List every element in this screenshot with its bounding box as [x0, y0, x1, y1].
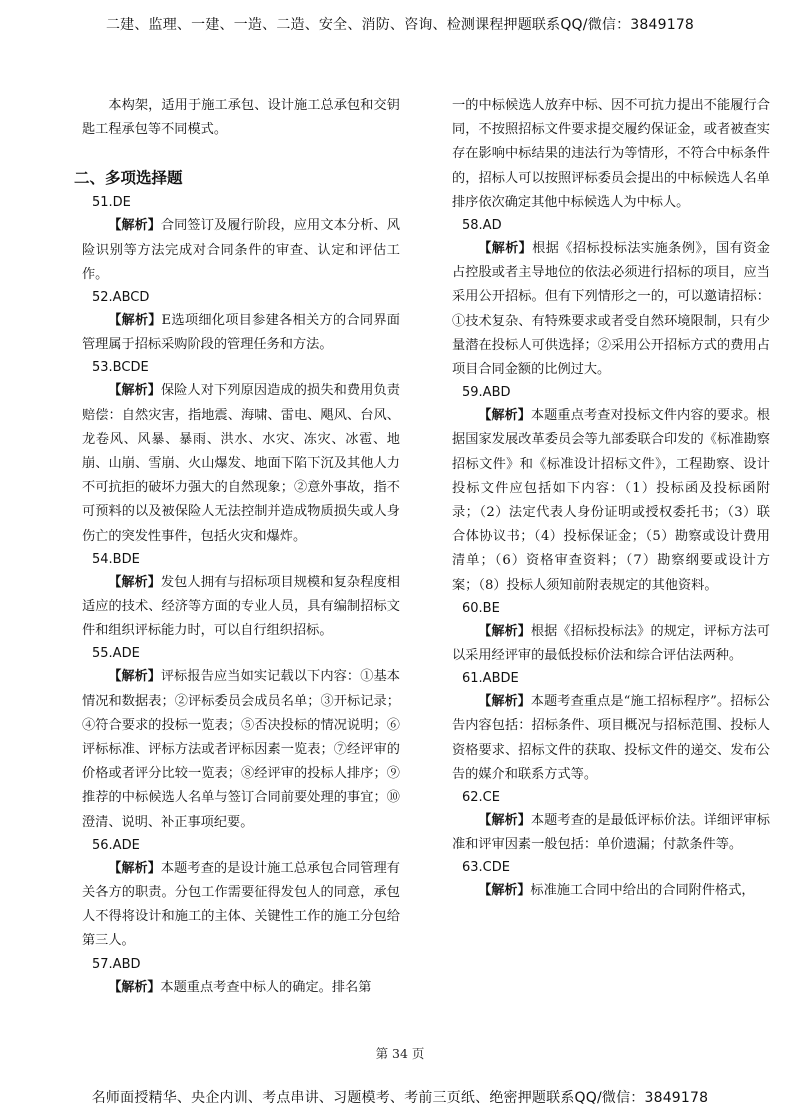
- right-column: [452, 94, 770, 904]
- explanation-tag: 【解析】: [478, 813, 531, 829]
- footer-banner: 名师面授精华、央企内训、考点串讲、习题模考、考前三页纸、绝密押题联系QQ/微信：3849178: [91, 1090, 709, 1106]
- answer-number: 57.ABD: [92, 956, 141, 972]
- explanation-paragraph: [452, 879, 770, 903]
- explanation-paragraph: [452, 237, 770, 382]
- explanation-tag: 【解析】: [478, 241, 533, 257]
- explanation-text: 合同签订及履行阶段，应用文本分析、风险识别等方法完成对合同条件的审查、认定和评估工作。: [82, 218, 400, 282]
- answer-number: 55.ADE: [92, 646, 140, 662]
- left-column: [74, 94, 400, 1000]
- explanation-tag: 【解析】: [478, 694, 531, 710]
- answer-number: 62.CE: [462, 790, 500, 806]
- explanation-paragraph: [452, 404, 770, 598]
- explanation-text: 本题考查重点是“施工招标程序”。招标公告内容包括：招标条件、项目概况与招标范围、投标人资格要求、招标文件的获取、投标文件的递交、发布公告的媒介和联系方式等。: [452, 694, 770, 782]
- explanation-text: 根据《招标投标法》的规定，评标方法可以采用经评审的最低投标价法和综合评估法两种。: [452, 623, 770, 664]
- explanation-tag: 【解析】: [478, 408, 531, 424]
- explanation-paragraph: [82, 976, 400, 1000]
- explanation-text: 本题考查的是最低评标价法。详细评审标准和评审因素一般包括：单价遗漏；付款条件等。: [452, 813, 770, 853]
- explanation-tag: 【解析】: [108, 979, 161, 995]
- explanation-tag: 【解析】: [108, 860, 161, 876]
- explanation-paragraph: [452, 690, 770, 787]
- intro-paragraph: 本构架，适用于施工承包、设计施工总承包和交钥匙工程承包等不同模式。: [82, 98, 400, 138]
- header-banner: 二建、监理、一建、一造、二造、安全、消防、咨询、检测课程押题联系QQ/微信：3849178: [105, 17, 695, 33]
- explanation-paragraph: [82, 665, 400, 834]
- explanation-tag: 【解析】: [108, 313, 162, 329]
- answer-number: 61.ABDE: [462, 671, 519, 687]
- continued-paragraph: 一的中标候选人放弃中标、因不可抗力提出不能履行合同，不按照招标文件要求提交履约保证金，或者被查实存在影响中标结果的违法行为等情形，不符合中标条件的，招标人可以按照评标委员会提出的中标候选人名单排序依次确定其他中标候选人为中标人。: [452, 98, 770, 210]
- explanation-text: 发包人拥有与招标项目规模和复杂程度相适应的技术、经济等方面的专业人员，具有编制招标文件和组织评标能力时，可以自行组织招标。: [82, 574, 400, 639]
- page-number: 第 34 页: [375, 1046, 425, 1061]
- explanation-text: 本题考查的是设计施工总承包合同管理有关各方的职责。分包工作需要征得发包人的同意，承包人不得将设计和施工的主体、关键性工作的施工分包给第三人。: [82, 860, 400, 949]
- answer-number: 53.BCDE: [92, 360, 149, 376]
- answer-number: 58.AD: [462, 218, 502, 234]
- explanation-paragraph: [82, 214, 400, 287]
- explanation-tag: 【解析】: [108, 218, 161, 234]
- explanation-text: 保险人对下列原因造成的损失和费用负责赔偿：自然灾害，指地震、海啸、雷电、飓风、台风、龙卷风、风暴、暴雨、洪水、水灾、冻灾、冰雹、地崩、山崩、雪崩、火山爆发、地面下陷下沉及其他人力不可抗拒的破坏力强大的自然现象；②意外事故，指不可预料的以及被保险人无法控制并造成物质损失或人身伤亡的突发性事件，包括火灾和爆炸。: [82, 383, 400, 544]
- explanation-paragraph: [82, 379, 400, 548]
- answer-number: 51.DE: [92, 195, 131, 211]
- explanation-tag: 【解析】: [478, 883, 531, 899]
- explanation-text: 本题重点考查中标人的确定。排名第: [160, 979, 372, 995]
- explanation-paragraph: [452, 809, 770, 857]
- answer-number: 60.BE: [462, 600, 500, 616]
- explanation-paragraph: [82, 571, 400, 644]
- section-title: 二、多项选择题: [74, 169, 183, 188]
- explanation-tag: 【解析】: [478, 623, 531, 639]
- explanation-paragraph: [452, 620, 770, 668]
- answer-number: 56.ADE: [92, 837, 140, 853]
- explanation-tag: 【解析】: [108, 574, 161, 590]
- explanation-text: 本题重点考查对投标文件内容的要求。根据国家发展改革委员会等九部委联合印发的《标准勘察招标文件》和《标准设计招标文件》，工程勘察、设计投标文件应包括如下内容：（1）投标函及投标函附录；（2）法定代表人身份证明或授权委托书；（3）联合体协议书；（4）投标保证金；（5）勘察或设计费用清单；（6）资格审查资料；（7）勘察纲要或设计方案；（8）投标人须知前附表规定的其他资料。: [452, 408, 770, 593]
- explanation-paragraph: [82, 857, 400, 954]
- explanation-paragraph: [82, 309, 400, 357]
- explanation-text: 根据《招标投标法实施条例》，国有资金占控股或者主导地位的依法必须进行招标的项目，应当采用公开招标。但有下列情形之一的，可以邀请招标：①技术复杂、有特殊要求或者受自然环境限制，只有少量潜在投标人可供选择；②采用公开招标方式的费用占项目合同金额的比例过大。: [452, 241, 770, 378]
- answer-number: 59.ABD: [462, 385, 511, 401]
- explanation-text: 评标报告应当如实记载以下内容：①基本情况和数据表；②评标委员会成员名单；③开标记录；④符合要求的投标一览表；⑤否决投标的情况说明；⑥评标标准、评标方法或者评标因素一览表；⑦经评审的价格或者评分比较一览表；⑧经评审的投标人排序；⑨推荐的中标候选人名单与签订合同前要处理的事宜；⑩澄清、说明、补正事项纪要。: [82, 669, 400, 830]
- explanation-tag: 【解析】: [108, 383, 161, 399]
- explanation-text: E选项细化项目参建各相关方的合同界面管理属于招标采购阶段的管理任务和方法。: [82, 313, 400, 353]
- answer-number: 63.CDE: [462, 860, 510, 876]
- answer-number: 52.ABCD: [92, 290, 150, 306]
- explanation-tag: 【解析】: [108, 669, 161, 685]
- answer-number: 54.BDE: [92, 551, 140, 567]
- explanation-text: 标准施工合同中给出的合同附件格式，: [530, 883, 755, 899]
